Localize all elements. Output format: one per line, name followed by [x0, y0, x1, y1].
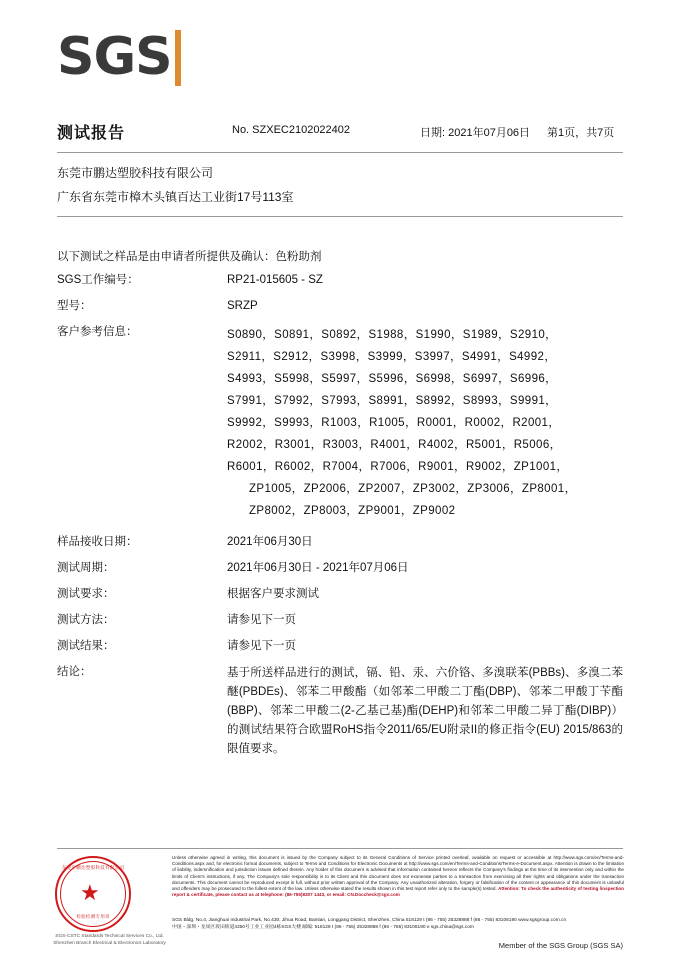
- field-value: 2021年06月30日: [227, 536, 313, 548]
- reference-line: S4993，S5998，S5997，S5996，S6998，S6997，S6996，: [227, 373, 558, 385]
- field-label: SGS工作编号：: [57, 274, 139, 286]
- field-value: SRZP: [227, 300, 258, 312]
- star-icon: ★: [80, 880, 100, 905]
- field-label: 测试周期：: [57, 562, 115, 574]
- field-value: 请参见下一页: [227, 640, 296, 652]
- customer-reference-list: [227, 324, 623, 522]
- report-header: [57, 120, 623, 146]
- field-row: [57, 534, 623, 551]
- conclusion-text: 基于所送样品进行的测试，镉、铅、汞、六价铬、多溴联苯(PBBs)、多溴二苯醚(PBDEs)、邻苯二甲酸酯（如邻苯二甲酸二丁酯(DBP)、邻苯二甲酸丁苄酯(BBP)、邻苯二甲酸二(2-乙基己基)酯(DEHP)和邻苯二甲酸二异丁酯(DIBP)）的测试结果符合欧盟RoHS指令2011/65/EU附录II的修正指令(EU) 2015/863的限值要求。: [227, 667, 623, 755]
- legal-disclaimer: [172, 855, 624, 898]
- legal-text: Unless otherwise agreed in writing, this document is issued by the Company subject to its General Conditions of Service printed overleaf, available on request or accessible at http://www.sgs.com/en/Terms-and-Conditions.aspx and, for electronic format documents, subject to Terms and Conditions for Electronic Documents at http://www.sgs.com/en/Terms-and-Conditions/Terms-e-Document.aspx. Attention is drawn to the limitation of liability, indemnification and jurisdiction issues defined therein. Any holder of this document is advised that information contained hereon reflects the Company's findings at the time of its intervention only and within the limits of Client's instructions, if any. The Company's sole responsibility is to its Client and this document does not exonerate parties to a transaction from exercising all their rights and obligations under the transaction documents. This document cannot be reproduced except in full, without prior written approval of the Company. Any unauthorized alteration, forgery or falsification of the content or appearance of this document is unlawful and offenders may be prosecuted to the fullest extent of the law. Unless otherwise stated the results shown in this test report refer only to the sample(s) tested.: [172, 855, 624, 892]
- footer-address-block: [172, 917, 624, 931]
- field-value: 根据客户要求测试: [227, 588, 319, 600]
- reference-line: R2002，R3001，R3003，R4001，R4002，R5001，R5006，: [227, 439, 562, 451]
- conclusion-row: [57, 664, 623, 759]
- field-label: 型号：: [57, 300, 92, 312]
- sample-intro: 以下测试之样品是由申请者所提供及确认：色粉助剂: [57, 251, 322, 263]
- company-seal-stamp: [47, 856, 167, 946]
- address-line-cn: 中国・深圳・龙岗区坂田街道4350号工业工业园4栋SGS大楼 邮编: 518129 t (86 - 755) 25328888 f (86 - 755) 83106190 e sgs.china@sgs.com: [172, 925, 474, 930]
- field-value: RP21-015605 - SZ: [227, 274, 323, 286]
- report-date: 日期: 2021年07月06日: [420, 127, 531, 139]
- seal-top-text: 东莞市鹏达塑胶科技有限公司: [61, 865, 125, 870]
- company-name: 东莞市鹏达塑胶科技有限公司: [57, 166, 214, 180]
- field-label: 测试要求：: [57, 588, 115, 600]
- footer-divider: [57, 848, 623, 849]
- reference-line: S2911，S2912，S3998，S3999，S3997，S4991，S4992，: [227, 351, 557, 363]
- seal-bottom-text: 检验检测专用章: [76, 914, 110, 919]
- field-label: 客户参考信息：: [57, 326, 138, 338]
- logo-accent-bar: [175, 30, 181, 86]
- field-label: 样品接收日期：: [57, 536, 138, 548]
- reference-line: S0890，S0891，S0892，S1988，S1990，S1989，S2910，: [227, 329, 558, 341]
- field-row: [57, 586, 623, 603]
- field-value: 2021年06月30日 - 2021年07月06日: [227, 562, 409, 574]
- field-label: 测试方法：: [57, 614, 115, 626]
- company-divider: [57, 216, 623, 217]
- sgs-member-note: Member of the SGS Group (SGS SA): [498, 941, 623, 950]
- report-number: No. SZXEC2102022402: [232, 124, 351, 136]
- company-block: [57, 161, 293, 209]
- sgs-logo: [57, 28, 197, 90]
- field-value: 请参见下一页: [227, 614, 296, 626]
- conclusion-label: 结论：: [57, 666, 92, 678]
- reference-line: S9992，S9993，R1003，R1005，R0001，R0002，R2001，: [227, 417, 561, 429]
- field-row: [57, 298, 623, 315]
- customer-reference-row: [57, 324, 623, 522]
- field-row: [57, 612, 623, 629]
- lab-name-line1: SGS-CSTC Standards Technical Services Co., Ltd.: [55, 934, 164, 939]
- company-address: 广东省东莞市樟木头镇百达工业街17号113室: [57, 190, 294, 204]
- field-row: [57, 638, 623, 655]
- address-line-en: SGS Bldg, No.4, Jianghuai Industrial Park, No.430, Jihua Road, Bantian, Longgang District, Shenzhen, China 518129 t (86 - 755) 25328888 f (86 - 755) 83106190 www.sgsgroup.com.cn: [172, 918, 567, 923]
- field-label: 测试结果：: [57, 640, 115, 652]
- reference-line: S7991，S7992，S7993，S8991，S8992，S8993，S9991，: [227, 395, 558, 407]
- page-title: 测试报告: [57, 125, 126, 142]
- page-indicator: 第1页，共7页: [547, 127, 615, 139]
- reference-line: ZP1005，ZP2006，ZP2007，ZP3002，ZP3006，ZP8001，: [249, 483, 577, 495]
- logo-text: SGS: [57, 27, 172, 87]
- fields-table: [57, 272, 623, 768]
- header-divider: [57, 152, 623, 153]
- field-row: [57, 272, 623, 289]
- field-row: [57, 560, 623, 577]
- lab-name-line2: Shenzhen Branch Electrical & Electronics Laboratory: [53, 941, 166, 946]
- attention-notice: Attention: To check the authenticity of testing /inspection report & certificate, please contact us at telephone: (86-755)8307 1443, or email: CN.Doccheck@sgs.com: [172, 886, 624, 898]
- reference-line: ZP8002，ZP8003，ZP9001，ZP9002: [249, 505, 456, 517]
- reference-line: R6001，R6002，R7004，R7006，R9001，R9002，ZP1001，: [227, 461, 569, 473]
